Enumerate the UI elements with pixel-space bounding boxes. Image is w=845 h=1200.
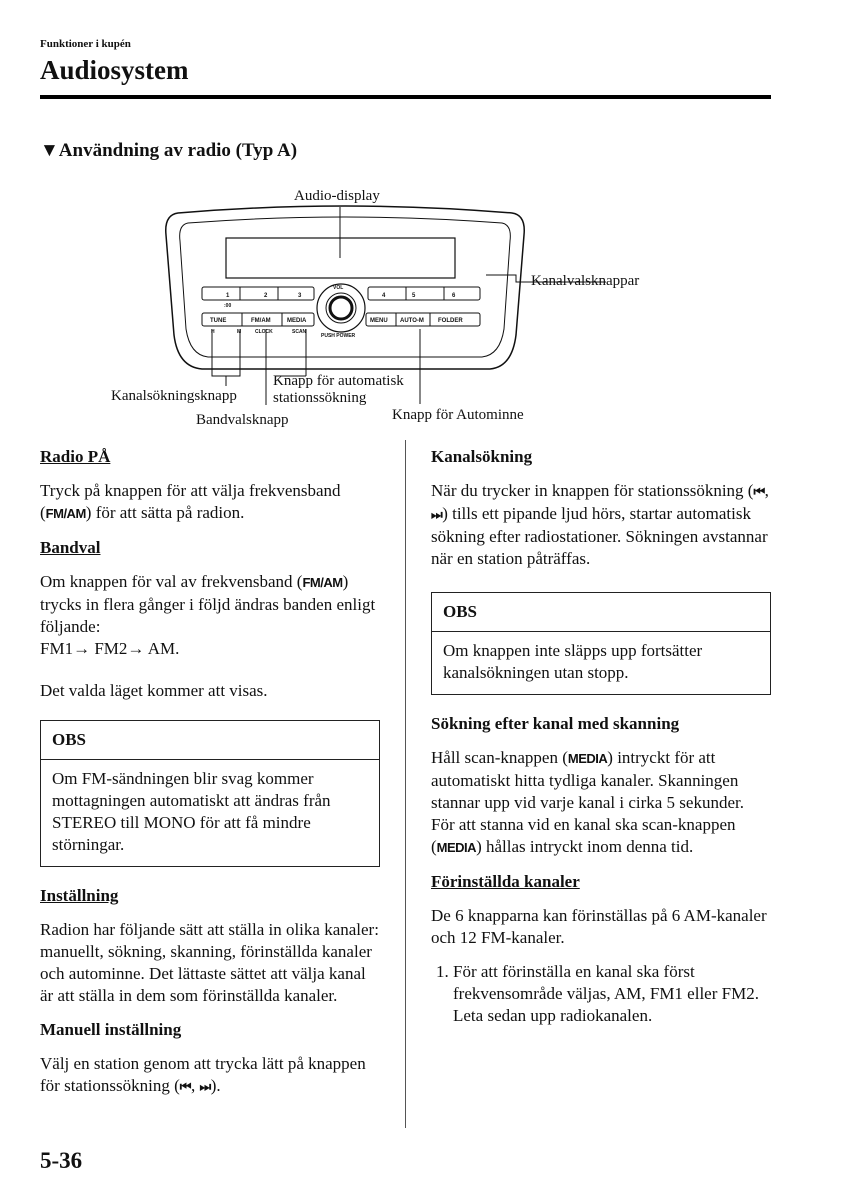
heading-manuell: Manuell inställning	[40, 1020, 182, 1039]
obs-heading: OBS	[432, 593, 770, 632]
heading-skanning: Sökning efter kanal med skanning	[431, 714, 680, 733]
seek-up-key: ⏭	[199, 1079, 211, 1094]
seek-up-key: ⏭	[431, 507, 443, 522]
paragraph-radio-on	[40, 480, 380, 525]
paragraph-bandval	[40, 571, 380, 660]
folder-text: FOLDER	[438, 318, 463, 324]
heading-kanalsokning: Kanalsökning	[431, 447, 533, 466]
paragraph-mode-shown: Det valda läget kommer att visas.	[40, 681, 268, 700]
preset-5-text: 5	[412, 293, 416, 299]
obs-body: Om FM-sändningen blir svag kommer mottagningen automatiskt att ändras från STEREO till MONO för att få mindre störningar.	[52, 769, 331, 854]
paragraph-manuell	[40, 1053, 380, 1098]
label-scan-button-line1: Knapp för automatisk	[273, 373, 404, 389]
label-scan-button-line2: stationssökning	[273, 390, 367, 406]
text: När du trycker in knappen för stationssökning (	[431, 481, 754, 500]
paragraph-forinstallda: De 6 knapparna kan förinställas på 6 AM-kanaler och 12 FM-kanaler.	[431, 906, 767, 947]
clock-text: CLOCK	[255, 329, 273, 335]
list-item: 1. För att förinställa en kanal ska först frekvensområde väljas, AM, FM1 eller FM2. Leta sedan upp radiokanalen.	[453, 961, 771, 1027]
text: Håll scan-knappen (	[431, 748, 568, 767]
paragraph-skanning	[431, 747, 771, 859]
clock-00-text: :00	[224, 303, 232, 309]
preset-6-text: 6	[452, 293, 456, 299]
seek-down-key: ⏮	[753, 484, 765, 499]
scan-text: SCAN	[292, 329, 307, 335]
page-number: 5-36	[40, 1148, 83, 1173]
column-divider	[405, 440, 406, 1128]
preset-4-text: 4	[382, 293, 386, 299]
diagram-leader-lines	[0, 0, 845, 440]
m-text: M	[237, 329, 242, 335]
obs-heading: OBS	[41, 721, 379, 760]
text: ).	[210, 1076, 221, 1095]
obs-box-fm	[40, 720, 380, 867]
vol-text: VOL	[333, 285, 344, 291]
text: ) för att sätta på radion.	[85, 503, 245, 522]
push-power-text: PUSH POWER	[321, 333, 356, 339]
page-title: Audiosystem	[40, 55, 189, 85]
label-audio-display: Audio-display	[294, 188, 380, 204]
heading-bandval: Bandval	[40, 538, 101, 557]
band-sequence: FM1→ FM2→ AM.	[40, 639, 180, 658]
text: ,	[190, 1076, 200, 1095]
section-label: Funktioner i kupén	[40, 38, 131, 50]
preset-steps-list	[431, 961, 771, 1027]
preset-2-text: 2	[264, 293, 268, 299]
autom-text: AUTO-M	[400, 318, 424, 324]
menu-text: MENU	[370, 318, 388, 324]
paragraph-kanalsokning	[431, 480, 771, 570]
media-key: MEDIA	[567, 751, 608, 766]
text: ) tills ett pipande ljud hörs, startar automatisk sökning efter radiostationer. Sökningen avstannar när en station påträffas.	[431, 504, 768, 568]
paragraph-installning: Radion har följande sätt att ställa in olika kanaler: manuellt, sökning, skanning, förinställda kanaler och autominne. Det lättaste sättet att välja kanal är att ställa in dem som förinställda kanaler.	[40, 920, 379, 1005]
obs-body: Om knappen inte släpps upp fortsätter kanalsökningen utan stopp.	[443, 641, 703, 682]
media-key: MEDIA	[436, 840, 477, 855]
h-text: H	[211, 329, 215, 335]
text: ) intryckt för att automatiskt hitta tydliga kanaler. Skanningen stannar upp vid varje kanal i cirka 5 sekunder. För att stanna vid en kanal ska scan-knappen (	[431, 748, 744, 856]
fmam-key: FM/AM	[45, 506, 86, 521]
media-text: MEDIA	[287, 318, 307, 324]
left-column	[40, 446, 380, 1110]
text: Tryck på knappen för att välja frekvensband (	[40, 481, 341, 522]
text: ) trycks in flera gånger i följd ändras banden enligt följande:	[40, 572, 376, 636]
preset-3-text: 3	[298, 293, 302, 299]
fmam-text: FM/AM	[251, 318, 271, 324]
heading-radio-on: Radio PÅ	[40, 447, 111, 466]
fmam-key: FM/AM	[302, 575, 343, 590]
text: Om knappen för val av frekvensband (	[40, 572, 303, 591]
label-band-button: Bandvalsknapp	[196, 412, 289, 428]
heading-forinstallda: Förinställda kanaler	[431, 872, 580, 891]
obs-box-seek	[431, 592, 771, 695]
text: ,	[764, 481, 769, 500]
text: Välj en station genom att trycka lätt på knappen för stationssökning (	[40, 1054, 366, 1095]
text: ) hållas intryckt inom denna tid.	[476, 837, 694, 856]
tune-text: TUNE	[210, 318, 227, 324]
label-preset-buttons: Kanalvalsknappar	[531, 273, 640, 289]
preset-1-text: 1	[226, 293, 230, 299]
right-column	[431, 446, 771, 1027]
seek-down-key: ⏮	[179, 1079, 191, 1094]
label-automemory-button: Knapp för Autominne	[392, 407, 524, 423]
label-seek-button: Kanalsökningsknapp	[111, 388, 237, 404]
subheading: ▼Användning av radio (Typ A)	[40, 140, 298, 161]
heading-installning: Inställning	[40, 886, 119, 905]
